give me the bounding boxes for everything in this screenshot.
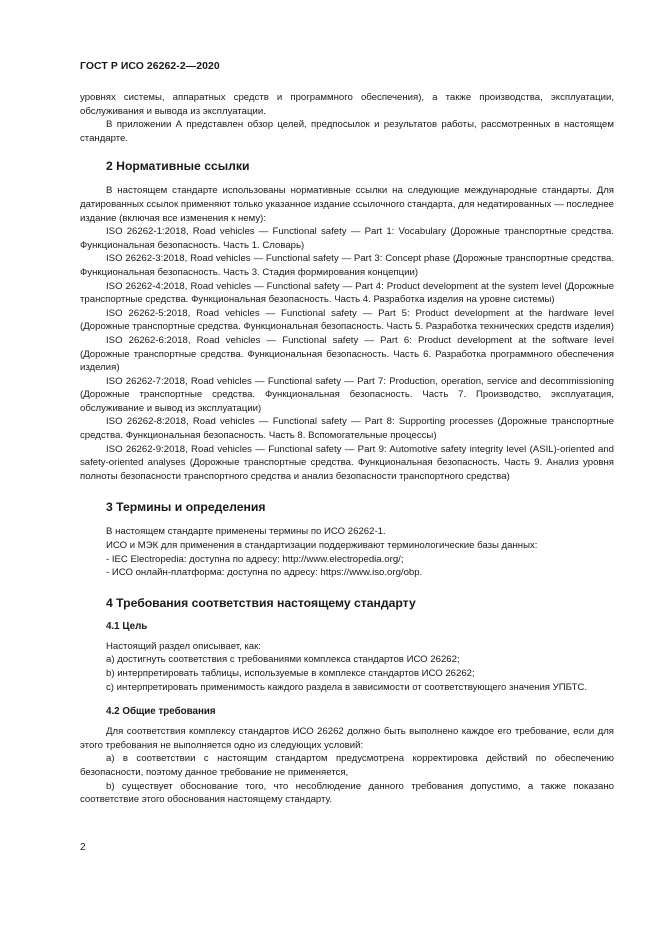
section-2-heading: 2 Нормативные ссылки <box>106 159 250 174</box>
reference-iso-26262-7: ISO 26262-7:2018, Road vehicles — Functional safety — Part 7: Production, operation, service and decommissioning (Дорожные транспортные средства. Функциональная безопасность. Часть 7. Производство, эксплуатация, обслуживание и вывод из эксплуатации) <box>80 375 614 414</box>
section-3-electropedia-line: - IEC Electropedia: доступна по адресу: http://www.electropedia.org/; <box>106 553 404 565</box>
reference-iso-26262-9: ISO 26262-9:2018, Road vehicles — Functional safety — Part 9: Automotive safety integrity level (ASIL)-oriented and safety-oriented analyses (Дорожные транспортные средства. Функциональная безопасность. Часть 9. Анализ уровня полноты безопасности транспортного средства и анализ безопасности транспортного средства) <box>80 443 614 482</box>
subsection-4-1-item-c: c) интерпретировать применимость каждого раздела в зависимости от соответствующего значения УПБТС. <box>106 681 587 693</box>
section-3-terms-line: В настоящем стандарте применены термины по ИСО 26262-1. <box>106 526 386 538</box>
subsection-4-1-item-b: b) интерпретировать таблицы, используемые в комплексе стандартов ИСО 26262; <box>106 668 475 679</box>
subsection-4-2-heading: 4.2 Общие требования <box>106 706 216 718</box>
intro-paragraph-continued: уровнях системы, аппаратных средств и программного обеспечения), а также производства, эксплуатации, обслуживания и вывода из эксплуатации. <box>80 92 614 117</box>
reference-iso-26262-6: ISO 26262-6:2018, Road vehicles — Functional safety — Part 6: Product development at the software level (Дорожные транспортные средства. Функциональная безопасность. Часть 6. Разработка программного обеспечения изделия) <box>80 334 614 374</box>
reference-iso-26262-8: ISO 26262-8:2018, Road vehicles — Functional safety — Part 8: Supporting processes (Дорожные транспортные средства. Функциональная безопасность. Часть 8. Вспомогательные процессы) <box>80 416 614 442</box>
section-2-intro: В настоящем стандарте использованы нормативные ссылки на следующие международные стандарты. Для датированных ссылок применяют только указанное издание ссылочного стандарта, для недатированных — последнее издание (включая все изменения к нему): <box>80 185 614 224</box>
section-3-databases-line: ИСО и МЭК для применения в стандартизации поддерживают терминологические базы данных: <box>106 540 538 552</box>
page-number: 2 <box>80 842 86 853</box>
section-3-iso-obp-line: - ИСО онлайн-платформа: доступна по адресу: https://www.iso.org/obp. <box>106 567 423 579</box>
subsection-4-2-item-a: а) в соответствии с настоящим стандартом предусмотрена корректировка действий по обеспечению безопасности, поэтому данное требование не применяется, <box>80 753 614 778</box>
subsection-4-1-item-a: а) достигнуть соответствия с требованиями комплекса стандартов ИСО 26262; <box>106 654 460 666</box>
subsection-4-1-heading: 4.1 Цель <box>106 620 148 632</box>
reference-iso-26262-1: ISO 26262-1:2018, Road vehicles — Functional safety — Part 1: Vocabulary (Дорожные транспортные средства. Функциональная безопасность. Часть 1. Словарь) <box>80 226 614 251</box>
reference-iso-26262-4: ISO 26262-4:2018, Road vehicles — Functional safety — Part 4: Product development at the system level (Дорожные транспортные средства. Функциональная безопасность. Часть 4. Разработка изделия на уровне системы) <box>80 280 614 306</box>
reference-iso-26262-5: ISO 26262-5:2018, Road vehicles — Functional safety — Part 5: Product development at the hardware level (Дорожные транспортные средства. Функциональная безопасность. Часть 5. Разработка технических средств изделия) <box>80 307 614 333</box>
subsection-4-2-intro: Для соответствия комплексу стандартов ИСО 26262 должно быть выполнено каждое его требование, если для этого требования не выполняется одно из следующих условий: <box>80 726 614 751</box>
document-body <box>80 91 614 807</box>
intro-paragraph-annex: В приложении А представлен обзор целей, предпосылок и результатов работы, рассмотренных в настоящем стандарте. <box>80 119 614 144</box>
document-header: ГОСТ Р ИСО 26262-2—2020 <box>80 61 220 72</box>
section-3-heading: 3 Термины и определения <box>106 500 266 515</box>
section-4-heading: 4 Требования соответствия настоящему стандарту <box>106 595 416 610</box>
subsection-4-2-item-b: b) существует обоснование того, что несоблюдение данного требования допустимо, а также показано соответствие этого обоснования настоящему стандарту. <box>80 780 614 806</box>
subsection-4-1-intro: Настоящий раздел описывает, как: <box>106 640 261 652</box>
reference-iso-26262-3: ISO 26262-3:2018, Road vehicles — Functional safety — Part 3: Concept phase (Дорожные транспортные средства. Функциональная безопасность. Часть 3. Стадия формирования концепции) <box>80 253 614 278</box>
